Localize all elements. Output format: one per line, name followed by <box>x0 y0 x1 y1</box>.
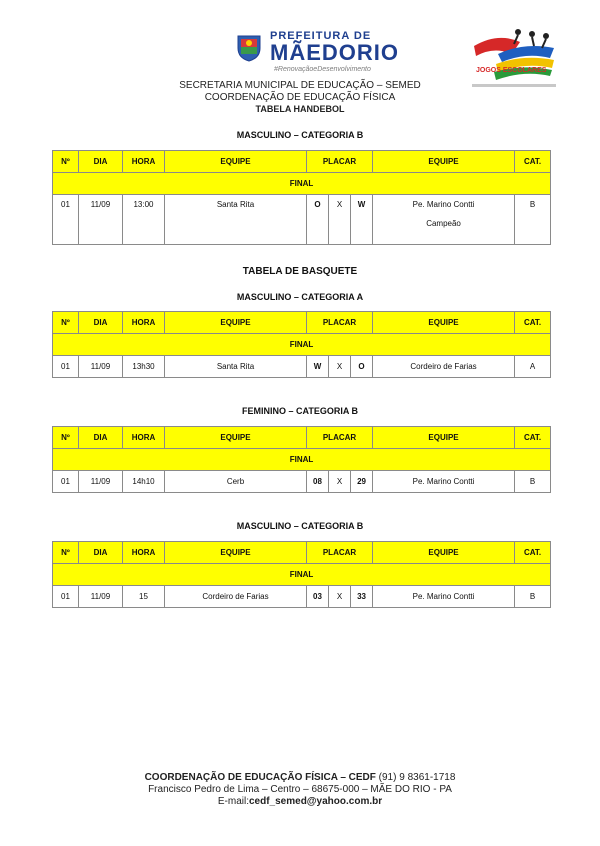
cell-placar-2: 29 <box>351 471 373 493</box>
final-label: FINAL <box>53 173 551 195</box>
col-dia: DIA <box>79 542 123 564</box>
col-placar: PLACAR <box>307 542 373 564</box>
cell-placar-1: 08 <box>307 471 329 493</box>
game-table-3 <box>52 426 551 493</box>
cell-x: X <box>329 195 351 245</box>
cell-equipe-1: Santa Rita <box>165 195 307 245</box>
table-header-row <box>53 542 551 564</box>
col-equipe-2: EQUIPE <box>373 151 515 173</box>
cell-cat: B <box>515 195 551 245</box>
table-header-row <box>53 151 551 173</box>
brand-main-text: MÃEDORIO <box>270 40 399 65</box>
game-table-4 <box>52 541 551 608</box>
table-row <box>53 586 551 608</box>
col-dia: DIA <box>79 427 123 449</box>
cell-placar-1: 03 <box>307 586 329 608</box>
section-title-1: MASCULINO – CATEGORIA B <box>236 130 364 140</box>
brand-tagline: #RenovaçãoeDesenvolvimento <box>274 66 371 73</box>
cell-cat: A <box>515 356 551 378</box>
col-equipe-2: EQUIPE <box>373 427 515 449</box>
basquete-title: TABELA DE BASQUETE <box>242 266 358 277</box>
col-cat: CAT. <box>515 312 551 334</box>
section-title-2: MASCULINO – CATEGORIA A <box>236 292 364 302</box>
cell-dia: 11/09 <box>79 195 123 245</box>
cell-equipe-2: Pe. Marino Contti <box>373 586 515 608</box>
table-row <box>53 471 551 493</box>
col-equipe-2: EQUIPE <box>373 312 515 334</box>
col-equipe-1: EQUIPE <box>165 427 307 449</box>
final-label: FINAL <box>53 564 551 586</box>
cell-x: X <box>329 471 351 493</box>
footer-email-prefix: E-mail: <box>217 796 249 807</box>
cell-equipe-2 <box>373 195 515 245</box>
col-num: Nº <box>53 151 79 173</box>
col-equipe-1: EQUIPE <box>165 312 307 334</box>
cell-num: 01 <box>53 195 79 245</box>
cell-placar-2: W <box>351 195 373 245</box>
col-placar: PLACAR <box>307 427 373 449</box>
cell-hora: 15 <box>123 586 165 608</box>
prefeitura-logo <box>234 30 399 76</box>
col-placar: PLACAR <box>307 312 373 334</box>
col-cat: CAT. <box>515 542 551 564</box>
col-equipe-2: EQUIPE <box>373 542 515 564</box>
cell-hora: 14h10 <box>123 471 165 493</box>
equipe-2-name: Pe. Marino Contti <box>412 200 475 209</box>
cell-x: X <box>329 356 351 378</box>
cell-equipe-2: Pe. Marino Contti <box>373 471 515 493</box>
col-hora: HORA <box>123 542 165 564</box>
game-table-2 <box>52 311 551 378</box>
cell-hora: 13h30 <box>123 356 165 378</box>
header-line-3: TABELA HANDEBOL <box>255 104 345 114</box>
campeao-note: Campeão <box>426 219 461 228</box>
cell-placar-1: W <box>307 356 329 378</box>
header-line-2: COORDENAÇÃO DE EDUCAÇÃO FÍSICA <box>204 92 396 103</box>
col-num: Nº <box>53 542 79 564</box>
game-table-1 <box>52 150 551 245</box>
cell-placar-2: O <box>351 356 373 378</box>
col-hora: HORA <box>123 427 165 449</box>
footer-email: cedf_semed@yahoo.com.br <box>249 796 383 807</box>
cell-placar-2: 33 <box>351 586 373 608</box>
cell-placar-1: O <box>307 195 329 245</box>
footer-org: COORDENAÇÃO DE EDUCAÇÃO FÍSICA – CEDF <box>144 772 376 783</box>
footer-phone: (91) 9 8361-1718 <box>375 772 456 783</box>
right-logo-text: JOGOS ESCOLARES <box>476 67 547 74</box>
table-header-row <box>53 427 551 449</box>
cell-hora: 13:00 <box>123 195 165 245</box>
cell-num: 01 <box>53 586 79 608</box>
cell-cat: B <box>515 586 551 608</box>
cell-equipe-2: Cordeiro de Farias <box>373 356 515 378</box>
brand-top-text: PREFEITURA DE <box>270 30 372 42</box>
table-row <box>53 356 551 378</box>
cell-equipe-1: Cordeiro de Farias <box>165 586 307 608</box>
cell-dia: 11/09 <box>79 586 123 608</box>
cell-equipe-1: Santa Rita <box>165 356 307 378</box>
col-placar: PLACAR <box>307 151 373 173</box>
col-equipe-1: EQUIPE <box>165 151 307 173</box>
section-title-4: MASCULINO – CATEGORIA B <box>236 521 364 531</box>
col-cat: CAT. <box>515 151 551 173</box>
section-title-3: FEMININO – CATEGORIA B <box>241 406 358 416</box>
cell-dia: 11/09 <box>79 471 123 493</box>
col-num: Nº <box>53 427 79 449</box>
table-row <box>53 195 551 245</box>
final-label: FINAL <box>53 449 551 471</box>
header-line-1: SECRETARIA MUNICIPAL DE EDUCAÇÃO – SEMED <box>179 80 421 91</box>
footer-address: Francisco Pedro de Lima – Centro – 68675-000 – MÃE DO RIO - PA <box>148 784 452 795</box>
col-dia: DIA <box>79 151 123 173</box>
cell-equipe-1: Cerb <box>165 471 307 493</box>
col-dia: DIA <box>79 312 123 334</box>
cell-num: 01 <box>53 471 79 493</box>
cell-dia: 11/09 <box>79 356 123 378</box>
col-hora: HORA <box>123 312 165 334</box>
final-label: FINAL <box>53 334 551 356</box>
col-equipe-1: EQUIPE <box>165 542 307 564</box>
col-cat: CAT. <box>515 427 551 449</box>
footer-line-3 <box>0 796 600 808</box>
col-hora: HORA <box>123 151 165 173</box>
cell-cat: B <box>515 471 551 493</box>
table-header-row <box>53 312 551 334</box>
cell-x: X <box>329 586 351 608</box>
footer-line-1 <box>0 772 600 784</box>
city-crest-icon <box>234 32 264 62</box>
col-num: Nº <box>53 312 79 334</box>
cell-num: 01 <box>53 356 79 378</box>
